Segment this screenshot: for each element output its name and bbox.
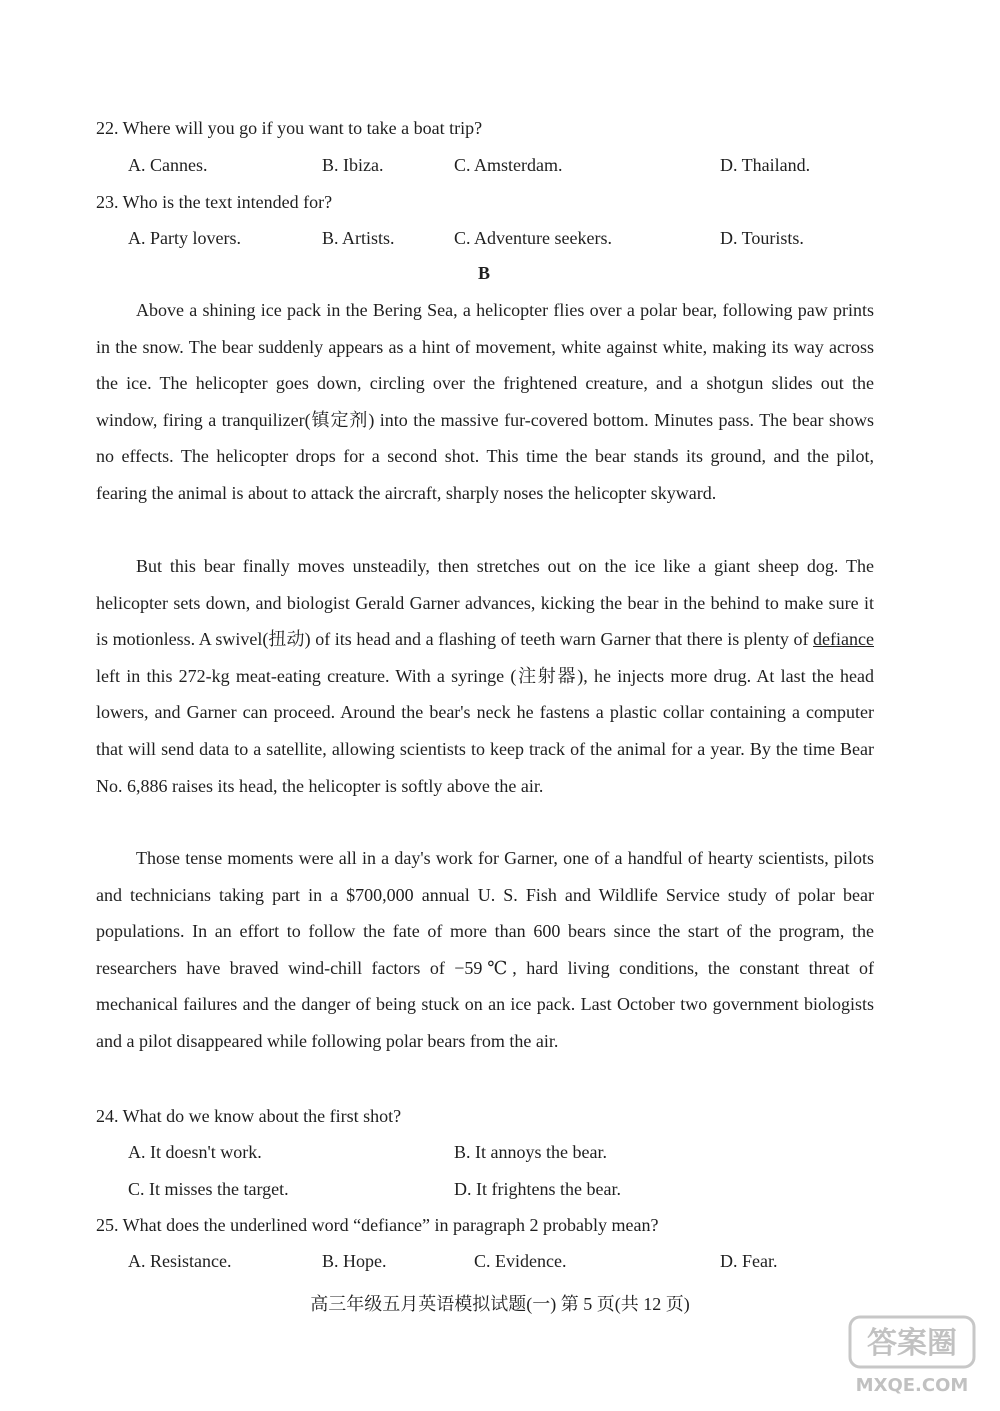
- question-24-options-row-1: [96, 1142, 876, 1168]
- paragraph-2-text-start: But this bear finally moves unsteadily, then stretches out on the ice like a giant sheep dog. The helicopter sets down, and biologist Gerald Garner advances, kicking the bear in the behind to make sure it is motionless. A swivel(扭动) of its head and a flashing of teeth warn Garner that there is plenty of: [96, 556, 874, 650]
- option-c: C. It misses the target.: [128, 1179, 289, 1199]
- underlined-word: defiance: [813, 629, 874, 650]
- page-footer: 高三年级五月英语模拟试题(一) 第 5 页(共 12 页): [310, 1294, 690, 1314]
- option-b: B. Artists.: [322, 228, 395, 248]
- option-a: A. Party lovers.: [128, 228, 241, 248]
- option-b: B. Hope.: [322, 1251, 387, 1271]
- question-25-stem: 25. What does the underlined word “defiance” in paragraph 2 probably mean?: [96, 1215, 659, 1235]
- option-d: D. Thailand.: [720, 155, 811, 175]
- passage-paragraph-1: Above a shining ice pack in the Bering Sea, a helicopter flies over a polar bear, following paw prints in the snow. The bear suddenly appears as a hint of movement, white against white, making its way across the ice. The helicopter goes down, circling over the frightened creature, and a shotgun slides out the window, firing a tranquilizer(镇定剂) into the massive fur-covered bottom. Minutes pass. The bear shows no effects. The helicopter drops for a second shot. This time the bear stands its ground, and the pilot, fearing the animal is about to attack the aircraft, sharply noses the helicopter skyward.: [96, 300, 874, 503]
- svg-text:MXQE.COM: MXQE.COM: [855, 1375, 969, 1396]
- question-25-options: [96, 1251, 876, 1277]
- question-23-stem: 23. Who is the text intended for?: [96, 192, 333, 212]
- option-c: C. Amsterdam.: [454, 155, 563, 175]
- question-22-stem: 22. Where will you go if you want to take a boat trip?: [96, 118, 483, 138]
- option-d: D. Tourists.: [720, 228, 804, 248]
- section-title: B: [478, 263, 491, 283]
- option-c: C. Evidence.: [474, 1251, 567, 1271]
- option-c: C. Adventure seekers.: [454, 228, 612, 248]
- option-a: A. Resistance.: [128, 1251, 232, 1271]
- svg-text:答案圈: 答案圈: [867, 1326, 957, 1361]
- watermark-logo-icon: [842, 1311, 982, 1401]
- passage-paragraph-3: Those tense moments were all in a day's work for Garner, one of a handful of hearty scientists, pilots and technicians taking part in a $700,000 annual U. S. Fish and Wildlife Service study of polar bear populations. In an effort to follow the fate of more than 600 bears since the start of the program, the researchers have braved wind-chill factors of −59℃, hard living conditions, the constant threat of mechanical failures and the danger of being stuck on an ice pack. Last October two government biologists and a pilot disappeared while following polar bears from the air.: [96, 848, 874, 1051]
- option-a: A. It doesn't work.: [128, 1142, 262, 1162]
- paragraph-2-text-end: left in this 272-kg meat-eating creature. With a syringe (注射器), he injects more drug. At last the head lowers, and Garner can proceed. Around the bear's neck he fastens a plastic collar containing a computer that will send data to a satellite, allowing scientists to keep track of the animal for a year. By the time Bear No. 6,886 raises its head, the helicopter is softly above the air.: [96, 665, 874, 796]
- option-d: D. Fear.: [720, 1251, 778, 1271]
- option-b: B. It annoys the bear.: [454, 1142, 607, 1162]
- question-24-stem: 24. What do we know about the first shot?: [96, 1106, 402, 1126]
- question-24-options-row-2: [96, 1179, 876, 1205]
- question-23-options: [96, 228, 876, 254]
- option-d: D. It frightens the bear.: [454, 1179, 621, 1199]
- passage-paragraph-2: [96, 548, 874, 804]
- question-22-options: [96, 155, 876, 181]
- option-a: A. Cannes.: [128, 155, 208, 175]
- option-b: B. Ibiza.: [322, 155, 384, 175]
